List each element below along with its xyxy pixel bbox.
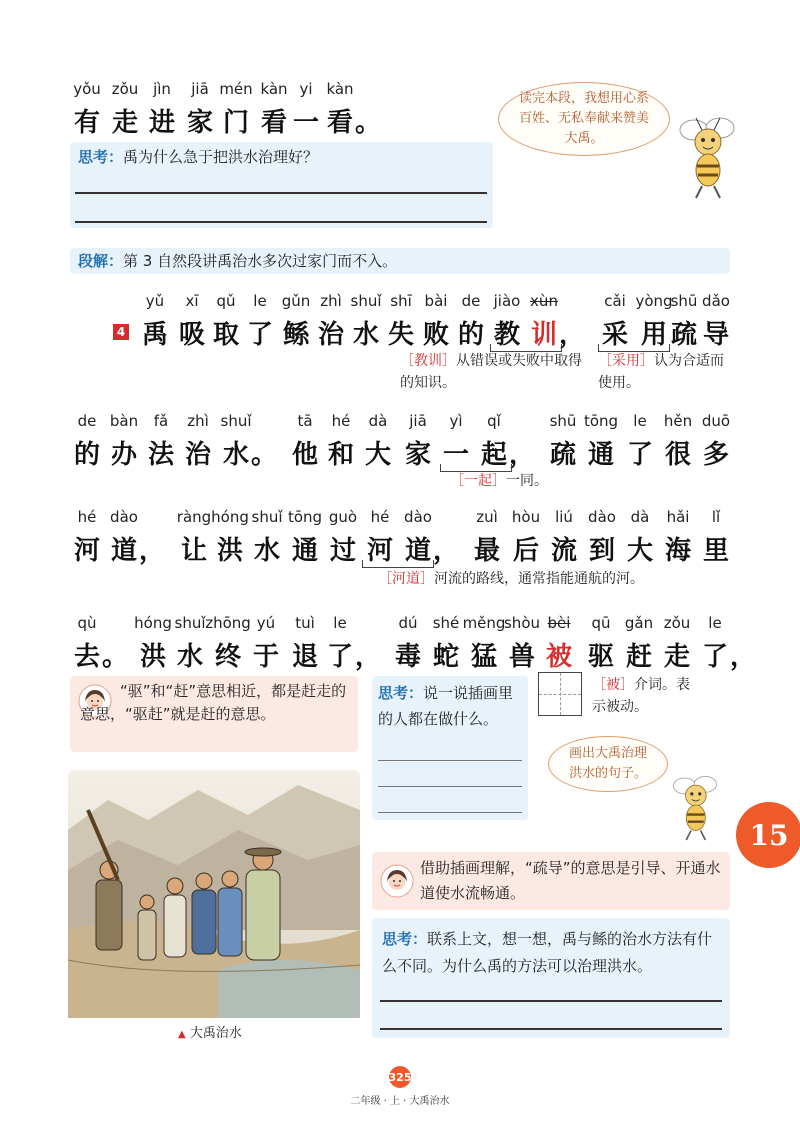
hanzi: 水 <box>222 440 250 470</box>
pinyin: dào <box>588 508 616 526</box>
hanzi: 和 <box>327 440 355 470</box>
pinyin: bài <box>424 292 448 310</box>
speech-bubble-text: 画出大禹治理洪水的句子。 <box>568 746 647 781</box>
gloss-tag: ［教训］ <box>400 353 456 369</box>
hanzi: 了 <box>626 440 654 470</box>
hanzi: 海 <box>664 536 692 566</box>
paragraph-summary <box>70 248 730 274</box>
hanzi: 兽 <box>508 642 536 672</box>
pinyin: kàn <box>260 80 288 98</box>
bee-mascot-icon <box>664 766 726 844</box>
pinyin: le <box>253 292 267 310</box>
pinyin: shuǐ <box>251 508 283 526</box>
gloss-text: 河流的路线，通常指能通航的河。 <box>434 571 644 587</box>
pinyin: tōng <box>583 412 619 430</box>
pinyin: dú <box>398 614 418 632</box>
pinyin: xī <box>185 292 199 310</box>
hanzi: 的 <box>73 440 101 470</box>
punctuation: ， <box>559 320 586 350</box>
speech-bubble <box>498 82 670 156</box>
hanzi: 驱 <box>587 642 615 672</box>
pinyin: shé <box>432 614 460 632</box>
pinyin: le <box>633 412 647 430</box>
hanzi: 河 <box>366 536 394 566</box>
pinyin: zuì <box>476 508 498 526</box>
pinyin: duō <box>701 412 731 430</box>
gloss-yiqi <box>450 470 570 492</box>
hanzi: 一 <box>292 108 320 138</box>
gloss-bei <box>592 674 692 718</box>
gloss-text: 认为合适而使用。 <box>598 353 724 391</box>
think-question: 说一说插画里的人都在做什么。 <box>378 684 514 728</box>
hanzi: 鲧 <box>282 320 310 350</box>
gloss-hedao <box>378 568 698 590</box>
hanzi: 导 <box>702 320 730 350</box>
hanzi: 办 <box>110 440 138 470</box>
pinyin: yǒu <box>73 80 101 98</box>
think-box <box>70 142 493 228</box>
tip-box <box>372 852 730 910</box>
gloss-jiaoxun <box>400 350 590 394</box>
pinyin: kàn <box>326 80 354 98</box>
hanzi: 水 <box>253 536 281 566</box>
pinyin: tuì <box>295 614 315 632</box>
pinyin: zhì <box>187 412 209 430</box>
pinyin: dǎo <box>702 292 730 310</box>
hanzi: 赶 <box>625 642 653 672</box>
page-number: 325 <box>389 1066 411 1088</box>
pinyin: hóng <box>211 508 249 526</box>
pinyin: guò <box>328 508 358 526</box>
hanzi: 法 <box>147 440 175 470</box>
think-label: 思考： <box>382 930 428 948</box>
teacher-avatar-icon <box>380 864 414 898</box>
hanzi: 家 <box>186 108 214 138</box>
think-label: 思考： <box>78 148 124 166</box>
hanzi: 进 <box>148 108 176 138</box>
hanzi: 治 <box>317 320 345 350</box>
hanzi: 终 <box>214 642 242 672</box>
gloss-text: 介词。表示被动。 <box>592 677 690 715</box>
pinyin: qù <box>77 614 97 632</box>
think-box <box>372 676 528 820</box>
answer-line[interactable] <box>75 221 487 223</box>
chapter-badge: 15 <box>736 802 800 868</box>
illustration-caption <box>178 1022 242 1041</box>
pinyin: jiā <box>191 80 209 98</box>
punctuation: ， <box>509 440 536 470</box>
hanzi: 蛇 <box>432 642 460 672</box>
pinyin: jiào <box>493 292 521 310</box>
pinyin: tōng <box>287 508 323 526</box>
gloss-tag: ［一起］ <box>450 473 506 489</box>
answer-line[interactable] <box>75 192 487 194</box>
hanzi: 到 <box>588 536 616 566</box>
hanzi: 让 <box>180 536 208 566</box>
answer-line[interactable] <box>380 1000 722 1002</box>
pinyin: hé <box>331 412 351 430</box>
pinyin: shòu <box>503 614 541 632</box>
hanzi: 了 <box>246 320 274 350</box>
punctuation: ， <box>433 536 460 566</box>
answer-line[interactable] <box>378 760 522 761</box>
hanzi: 取 <box>212 320 240 350</box>
pinyin: qū <box>591 614 611 632</box>
hanzi: 流 <box>550 536 578 566</box>
speech-bubble <box>548 736 668 792</box>
summary-text: 第 3 自然段讲禹治水多次过家门而不入。 <box>123 252 398 270</box>
hanzi: 通 <box>291 536 319 566</box>
hanzi: 退 <box>291 642 319 672</box>
pinyin: dà <box>630 508 650 526</box>
caption-text: 大禹治水 <box>189 1026 242 1041</box>
hanzi: 道 <box>404 536 432 566</box>
hanzi: 门 <box>222 108 250 138</box>
hanzi-highlight: 训 <box>530 320 558 350</box>
hanzi: 大 <box>626 536 654 566</box>
hanzi: 水 <box>352 320 380 350</box>
paragraph-number: 4 <box>113 324 129 340</box>
punctuation: ， <box>355 642 382 672</box>
pinyin: lǐ <box>711 508 721 526</box>
pinyin: shuǐ <box>220 412 252 430</box>
hanzi: 治 <box>184 440 212 470</box>
pinyin: hé <box>370 508 390 526</box>
pinyin: zǒu <box>111 80 139 98</box>
pinyin: de <box>461 292 481 310</box>
pinyin: shī <box>390 292 412 310</box>
hanzi: 禹 <box>141 320 169 350</box>
speech-bubble-text: 读完本段，我想用心系百姓、无私奉献来赞美大禹。 <box>518 91 649 146</box>
gloss-tag: ［被］ <box>592 677 634 693</box>
gloss-tag: ［采用］ <box>598 353 654 369</box>
pinyin: yì <box>449 412 463 430</box>
hanzi: 家 <box>404 440 432 470</box>
hanzi: 很 <box>664 440 692 470</box>
punctuation: ， <box>139 536 166 566</box>
tip-text: “驱”和“赶”意思相近，都是赶走的意思，“驱赶”就是赶的意思。 <box>80 682 347 723</box>
hanzi: 疏 <box>549 440 577 470</box>
pinyin: xùn <box>530 292 558 310</box>
think-question: 联系上文，想一想，禹与鲧的治水方法有什么不同。为什么禹的方法可以治理洪水。 <box>382 930 713 975</box>
hanzi: 大 <box>364 440 392 470</box>
pinyin: hòu <box>511 508 541 526</box>
pinyin: yòng <box>635 292 673 310</box>
think-label: 思考： <box>378 684 424 702</box>
bee-mascot-icon <box>668 108 746 200</box>
hanzi: 通 <box>587 440 615 470</box>
hanzi: 他 <box>291 440 319 470</box>
hanzi: 教 <box>493 320 521 350</box>
hanzi: 猛 <box>470 642 498 672</box>
hanzi: 采 <box>601 320 629 350</box>
hanzi: 一 <box>442 440 470 470</box>
tip-text: 借助插画理解，“疏导”的意思是引导、开通水道使水流畅通。 <box>420 859 721 902</box>
summary-label: 段解： <box>78 252 124 270</box>
pinyin: jìn <box>153 80 171 98</box>
hanzi: 毒 <box>394 642 422 672</box>
answer-line[interactable] <box>378 812 522 813</box>
pinyin: gǎn <box>624 614 654 632</box>
hanzi: 了 <box>326 642 354 672</box>
pinyin: liú <box>555 508 573 526</box>
hanzi: 多 <box>702 440 730 470</box>
footer-text: 二年级 · 上 · 大禹治水 <box>350 1096 450 1107</box>
hanzi: 最 <box>473 536 501 566</box>
pinyin: bàn <box>109 412 139 430</box>
hanzi: 败 <box>422 320 450 350</box>
punctuation: 。 <box>355 108 382 138</box>
pinyin: dào <box>404 508 432 526</box>
pinyin: hěn <box>663 412 693 430</box>
hanzi: 看 <box>326 108 354 138</box>
hanzi: 用 <box>640 320 668 350</box>
hanzi: 洪 <box>139 642 167 672</box>
punctuation: 。 <box>251 440 278 470</box>
hanzi-highlight: 被 <box>545 642 573 672</box>
text-line-3 <box>0 508 800 568</box>
hanzi: 走 <box>663 642 691 672</box>
pinyin: ràng <box>176 508 212 526</box>
pinyin: jiā <box>409 412 427 430</box>
word-underline <box>362 560 434 568</box>
think-box <box>372 918 730 1038</box>
punctuation: ， <box>730 642 757 672</box>
gloss-caiyong <box>598 350 728 394</box>
hanzi: 洪 <box>216 536 244 566</box>
hanzi: 起 <box>480 440 508 470</box>
pinyin: bèi <box>547 614 571 632</box>
pinyin: gǔn <box>281 292 311 310</box>
pinyin: měng <box>462 614 506 632</box>
hanzi: 里 <box>702 536 730 566</box>
pinyin: hé <box>77 508 97 526</box>
pinyin: dào <box>110 508 138 526</box>
pinyin: tā <box>297 412 313 430</box>
writing-grid <box>538 672 582 716</box>
illustration-dayu-zhishui <box>68 770 360 1018</box>
pinyin: cǎi <box>604 292 626 310</box>
hanzi: 于 <box>252 642 280 672</box>
pinyin: yi <box>299 80 313 98</box>
hanzi: 看 <box>260 108 288 138</box>
pinyin: shuǐ <box>174 614 206 632</box>
hanzi: 后 <box>512 536 540 566</box>
pinyin: qǐ <box>487 412 501 430</box>
hanzi: 走 <box>111 108 139 138</box>
hanzi: 了 <box>701 642 729 672</box>
hanzi: 河 <box>73 536 101 566</box>
gloss-tag: ［河道］ <box>378 571 434 587</box>
text-line-4 <box>0 614 800 674</box>
think-question: 禹为什么急于把洪水治理好？ <box>123 148 319 166</box>
pinyin: shuǐ <box>350 292 382 310</box>
text-line-1 <box>0 292 800 352</box>
pinyin: zǒu <box>663 614 691 632</box>
pinyin: de <box>77 412 97 430</box>
pinyin: shū <box>549 412 577 430</box>
pinyin: dà <box>368 412 388 430</box>
hanzi: 过 <box>329 536 357 566</box>
pinyin: zhì <box>320 292 342 310</box>
pinyin: qǔ <box>216 292 236 310</box>
hanzi: 吸 <box>178 320 206 350</box>
pinyin: shū <box>670 292 698 310</box>
pinyin: mén <box>219 80 253 98</box>
pinyin: le <box>708 614 722 632</box>
hanzi: 疏 <box>670 320 698 350</box>
pinyin: yǔ <box>145 292 165 310</box>
gloss-text: 从错误或失败中取得的知识。 <box>400 353 582 391</box>
pinyin: hóng <box>134 614 172 632</box>
gloss-text: 一同。 <box>506 473 548 489</box>
pinyin: fǎ <box>153 412 169 430</box>
punctuation: 。 <box>102 642 129 672</box>
tip-box <box>70 676 358 752</box>
hanzi: 的 <box>457 320 485 350</box>
answer-line[interactable] <box>378 786 522 787</box>
hanzi: 道 <box>110 536 138 566</box>
triangle-icon: ▲ <box>178 1029 186 1040</box>
pinyin: le <box>333 614 347 632</box>
hanzi: 有 <box>73 108 101 138</box>
hanzi: 去 <box>73 642 101 672</box>
hanzi: 水 <box>176 642 204 672</box>
pinyin: hǎi <box>666 508 690 526</box>
pinyin: zhōng <box>205 614 251 632</box>
pinyin: yú <box>256 614 276 632</box>
text-line-2 <box>0 412 800 472</box>
hanzi: 失 <box>387 320 415 350</box>
answer-line[interactable] <box>380 1028 722 1030</box>
